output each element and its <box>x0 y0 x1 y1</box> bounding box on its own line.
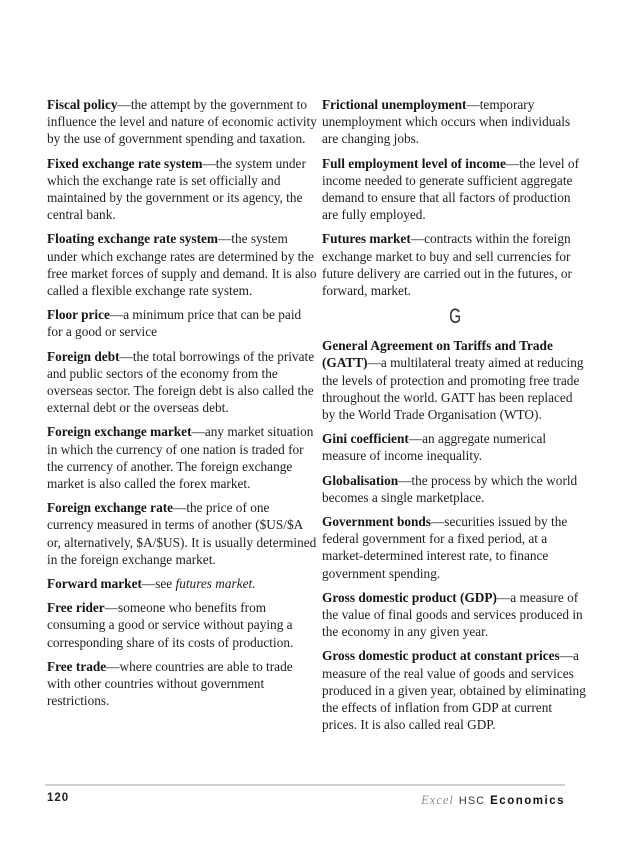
glossary-term: Frictional unemployment <box>322 97 467 112</box>
section-heading-letter: G <box>449 305 461 329</box>
glossary-definition: —the level of income needed to generate sufficient aggregate demand to ensure that all factors of production are fully employed. <box>322 155 580 223</box>
brand-hsc: HSC <box>458 795 486 807</box>
glossary-definition: —an aggregate numerical measure of income inequality. <box>322 431 547 464</box>
glossary-definition: —the total borrowings of the private and public sectors of the economy from the overseas sector. The foreign debt is also called the external debt or the overseas debt. <box>47 348 315 416</box>
glossary-entry <box>47 155 318 224</box>
glossary-definition: —temporary unemployment which occurs when individuals are changing jobs. <box>322 97 571 147</box>
brand-excel: Excel <box>421 793 454 807</box>
footer-divider <box>45 784 565 786</box>
glossary-term: Foreign exchange rate <box>47 500 174 516</box>
glossary-entry <box>322 513 588 582</box>
glossary-term: Free trade <box>47 658 107 674</box>
glossary-definition: —a multilateral treaty aimed at reducing the levels of protection and promoting free trade throughout the world. GATT has been replaced by the World Trade Organisation (WTO). <box>322 355 584 423</box>
glossary-definition: —a measure of the value of final goods and services produced in the economy in any given year. <box>322 589 583 640</box>
glossary-entry <box>47 230 318 299</box>
glossary-term: Floating exchange rate system <box>47 231 218 247</box>
glossary-term: Floor price <box>47 307 110 323</box>
glossary-definition: —someone who benefits from consuming a good or service without paying a corresponding share of its costs of production. <box>47 600 294 650</box>
glossary-term: Gross domestic product at constant prices <box>322 648 560 664</box>
glossary-entry <box>47 96 318 148</box>
glossary-definition: —a measure of the real value of goods and services produced in a given year, obtained by eliminating the effects of inflation from GDP at current prices. It is also called real GDP. <box>322 648 586 733</box>
glossary-definition: —the price of one currency measured in terms of another ($US/$A or, alternatively, $A/$US). It is usually determined in the foreign exchange market. <box>47 500 317 567</box>
glossary-term: Free rider <box>47 600 105 616</box>
glossary-entry <box>322 589 588 641</box>
glossary-term: Forward market <box>47 576 142 592</box>
glossary-definition: —the attempt by the government to influence the level and nature of economic activity by the use of government spending and taxation. <box>47 97 317 147</box>
glossary-entry <box>47 423 318 492</box>
footer-brand <box>45 791 565 809</box>
glossary-term: Full employment level of income <box>322 155 506 171</box>
glossary-entry <box>47 499 318 568</box>
glossary-term: Fixed exchange rate system <box>47 155 203 171</box>
glossary-definition: —any market situation in which the currency of one nation is traded for the currency of another. The foreign exchange market is also called the forex market. <box>47 424 314 492</box>
glossary-entry <box>322 647 588 733</box>
glossary-term: Government bonds <box>322 514 431 530</box>
glossary-term: Fiscal policy <box>47 97 118 112</box>
glossary-definition: —contracts within the foreign exchange market to buy and sell currencies for future delivery are carried out in the futures, or forward, market. <box>322 231 572 299</box>
glossary-entry <box>322 155 588 224</box>
glossary-definition: —where countries are able to trade with other countries without government restrictions. <box>47 658 293 709</box>
glossary-entry <box>47 658 318 710</box>
glossary-entry <box>322 337 588 423</box>
glossary-entry <box>47 575 318 592</box>
glossary-entry <box>47 599 318 651</box>
glossary-entry <box>322 230 588 299</box>
glossary-definition: —a minimum price that can be paid for a good or service <box>47 307 302 340</box>
glossary-term: Futures market <box>322 231 411 247</box>
brand-subject: Economics <box>490 795 565 807</box>
glossary-term: Gross domestic product (GDP) <box>322 589 497 605</box>
glossary-entry <box>322 430 588 464</box>
glossary-term: Globalisation <box>322 472 399 488</box>
glossary-term: Gini coefficient <box>322 431 409 447</box>
glossary-entry <box>322 96 588 148</box>
section-heading-g <box>322 306 588 328</box>
glossary-term: Foreign exchange market <box>47 424 192 440</box>
glossary-term: Foreign debt <box>47 348 120 364</box>
glossary-definition: —the process by which the world becomes a single marketplace. <box>322 472 578 505</box>
glossary-definition: —the system under which exchange rates are determined by the free market forces of supply and demand. It is also called a flexible exchange rate system. <box>47 231 317 299</box>
glossary-definition: —see <box>141 576 176 592</box>
left-column <box>47 96 318 717</box>
glossary-entry <box>47 348 318 417</box>
glossary-entry <box>47 306 318 340</box>
right-column <box>322 96 588 741</box>
page-number: 120 <box>47 792 70 804</box>
glossary-term: General Agreement on Tariffs and Trade (GATT) <box>322 338 553 371</box>
glossary-entry <box>322 472 588 506</box>
glossary-definition: —securities issued by the federal government for a fixed period, at a market-determined interest rate, to finance government spending. <box>322 514 568 581</box>
glossary-definition-italic: futures market. <box>175 576 256 592</box>
glossary-definition: —the system under which the exchange rate is set officially and maintained by the government or its agency, the central bank. <box>47 155 306 223</box>
